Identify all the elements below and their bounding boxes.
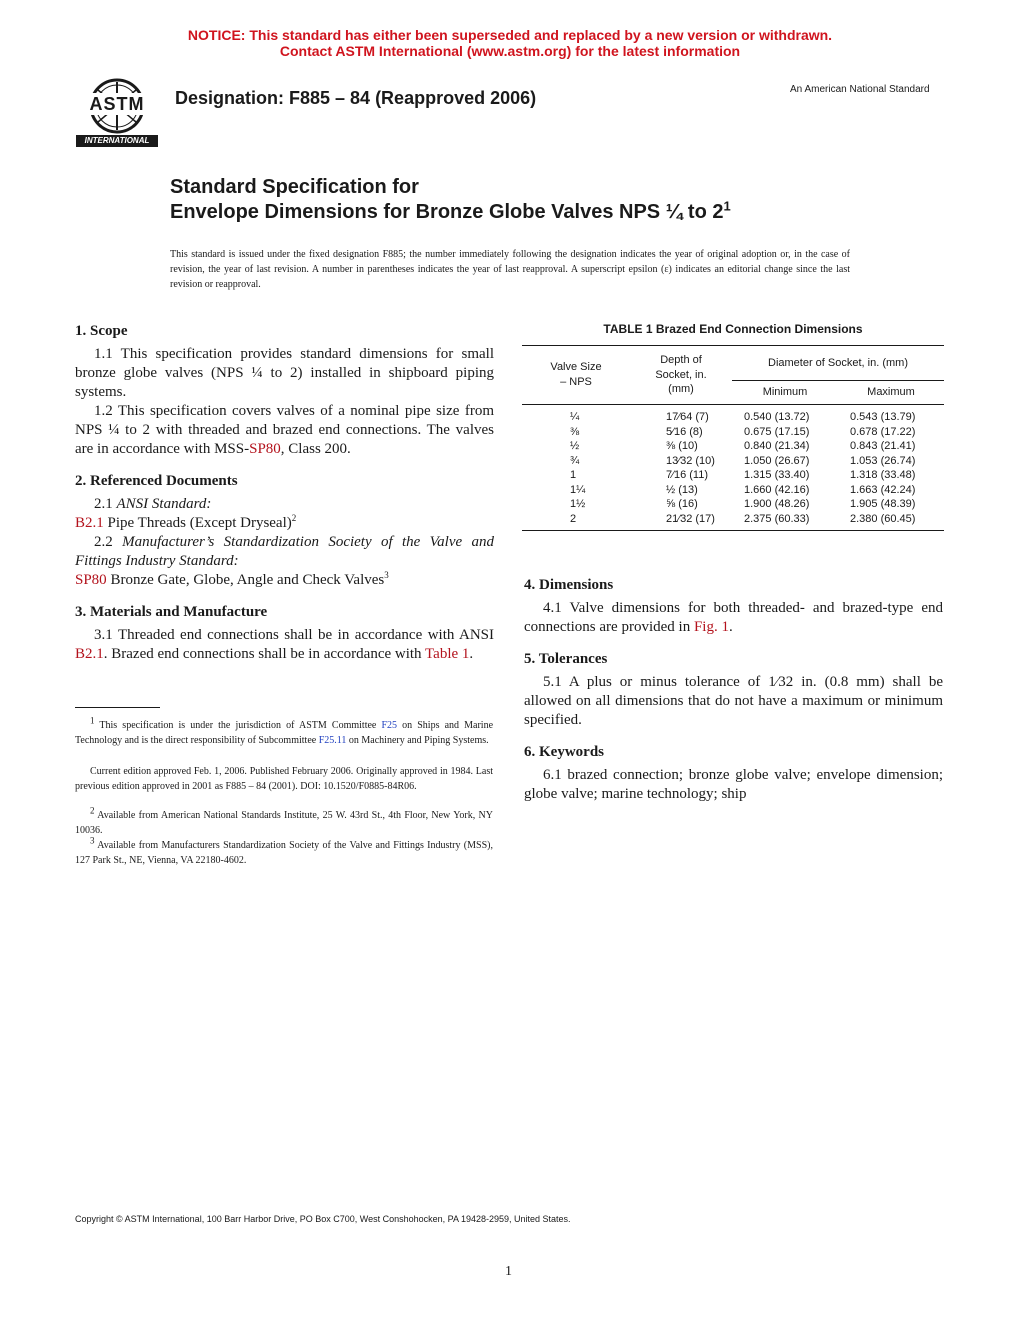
table-row [522, 454, 944, 469]
footnote-3-text: Available from Manufacturers Standardization Society of the Valve and Fittings Industry (MSS), 127 Park St., NE, Vienna, VA 22180-4602. [75, 840, 493, 866]
footnote-2-mark: 2 [90, 805, 95, 816]
keywords-p1: 6.1 brazed connection; bronze globe valve; envelope dimension; globe valve; marine technology; ship [524, 767, 943, 802]
cell-max: 2.380 (60.45) [850, 512, 916, 525]
footnote-1 [75, 715, 494, 748]
cell-size: 1¼ [570, 483, 586, 496]
footnote-2-text: Available from American National Standards Institute, 25 W. 43rd St., 4th Floor, New York, NY 10036. [75, 810, 493, 836]
b21-link[interactable]: B2.1 [75, 646, 104, 662]
footnote-1-tail: on Machinery and Piping Systems. [346, 735, 489, 746]
table-row [522, 468, 944, 483]
scope-p2-tail: , Class 200. [280, 441, 351, 457]
refdocs-p1 [75, 495, 494, 514]
table1-link[interactable]: Table 1 [425, 646, 470, 662]
copyright: Copyright © ASTM International, 100 Barr Harbor Drive, PO Box C700, West Conshohocken, PA 19428-2959, United States. [75, 1214, 571, 1224]
header-depth-line-3: (mm) [668, 383, 694, 395]
materials-p1-mid: . Brazed end connections shall be in accordance with [103, 646, 426, 662]
sp80-link[interactable]: SP80 [249, 441, 281, 457]
b21-footnote-mark: 2 [291, 513, 297, 523]
notice-line-2: Contact ASTM International (www.astm.org) for the latest information [279, 43, 741, 59]
refdocs-b21 [75, 514, 494, 533]
cell-depth: ½ (13) [666, 483, 698, 496]
table1-grid [522, 346, 944, 530]
cell-min: 1.900 (48.26) [744, 498, 810, 510]
cell-max: 1.663 (42.24) [850, 483, 916, 496]
cell-min: 0.840 (21.34) [744, 440, 810, 452]
tolerances-heading: 5. Tolerances [524, 651, 608, 667]
header-diameter-group: Diameter of Socket, in. (mm) [732, 346, 944, 380]
table-row [522, 497, 944, 512]
table-row [522, 425, 944, 440]
cell-max: 0.678 (17.22) [850, 425, 916, 438]
header-valve-size-line-1: Valve Size [550, 361, 602, 374]
footnote-1-mark: 1 [90, 715, 95, 726]
f25-11-link[interactable]: F25.11 [318, 735, 347, 746]
cell-depth: 17⁄64 (7) [666, 411, 709, 423]
refdocs-p2 [75, 533, 494, 571]
header-depth-line-1: Depth of [660, 354, 702, 366]
cell-size: 1 [570, 469, 577, 481]
table-row [522, 439, 944, 454]
left-column [75, 323, 494, 664]
cell-max: 1.318 (33.48) [850, 469, 916, 481]
materials-p1-tail: . [469, 646, 474, 662]
materials-p1 [75, 626, 494, 664]
astm-logo [72, 76, 162, 150]
cell-min: 1.050 (26.67) [744, 454, 810, 467]
refdocs-heading: 2. Referenced Documents [75, 473, 238, 489]
table1-title: TABLE 1 Brazed End Connection Dimensions [603, 322, 863, 336]
cell-size: ¾ [570, 454, 580, 467]
cell-depth: 5⁄16 (8) [666, 425, 703, 438]
cell-max: 1.053 (26.74) [850, 454, 916, 467]
title-line-2 [170, 199, 731, 225]
footnote-1-edition: Current edition approved Feb. 1, 2006. Published February 2006. Originally approved in 1984. Last previous edition approved in 2001 as F885 – 84 (2001). DOI: 10.1520/F0885-84R06. [75, 766, 493, 792]
title-footnote-mark: 1 [723, 198, 731, 214]
cell-size: ⅜ [570, 425, 580, 438]
footnote-3-mark: 3 [90, 835, 95, 846]
footnote-1-mid: on Ships and Marine Technology and is the direct responsibility of Subcommittee [75, 720, 494, 746]
keywords-heading: 6. Keywords [524, 744, 604, 760]
scope-heading: 1. Scope [75, 323, 128, 339]
refdocs-p1-italic: ANSI Standard: [116, 496, 212, 512]
national-standard-label: An American National Standard [790, 84, 930, 95]
header-depth-line-2: Socket, in. [655, 368, 707, 381]
f25-link[interactable]: F25 [381, 720, 398, 731]
header-depth [630, 346, 732, 404]
dimensions-p1-tail: . [728, 619, 733, 635]
table-row [522, 483, 944, 498]
dimensions-p1 [524, 599, 943, 637]
b21-ref-link[interactable]: B2.1 [75, 515, 104, 531]
header-valve-size-line-2: – NPS [560, 375, 592, 388]
sp80-footnote-mark: 3 [384, 570, 389, 580]
footnote-divider [75, 707, 160, 708]
footnote-2 [75, 805, 493, 838]
tolerances-p1: 5.1 A plus or minus tolerance of 1⁄32 in. (0.8 mm) shall be allowed on all dimensions that do not have a maximum or minimum specified. [524, 674, 943, 728]
dimensions-heading: 4. Dimensions [524, 577, 614, 593]
cell-size: ¼ [570, 411, 580, 423]
cell-depth: ⅜ (10) [666, 440, 698, 452]
cell-depth: 13⁄32 (10) [666, 454, 715, 467]
table1 [522, 345, 944, 531]
header-maximum: Maximum [838, 380, 944, 404]
header-valve-size [522, 346, 630, 404]
cell-min: 0.675 (17.15) [744, 425, 810, 438]
cell-min: 1.315 (33.40) [744, 469, 810, 481]
fig1-link[interactable]: Fig. 1 [693, 619, 729, 635]
footnote-3 [75, 835, 493, 868]
cell-depth: ⅝ (16) [666, 498, 698, 510]
logo-letters: ASTM [86, 93, 148, 115]
refdocs-p2-italic: Manufacturer’s Standardization Society of the Valve and Fittings Industry Standard: [75, 534, 495, 569]
page-number: 1 [505, 1264, 512, 1279]
cell-size: 2 [570, 512, 577, 525]
materials-heading: 3. Materials and Manufacture [75, 604, 268, 620]
designation: Designation: F885 – 84 (Reapproved 2006) [175, 88, 537, 108]
footnote-1-text: This specification is under the jurisdiction of ASTM Committee [94, 720, 382, 731]
cell-min: 1.660 (42.16) [744, 483, 810, 496]
cell-size: 1½ [570, 498, 586, 510]
notice-line-1: NOTICE: This standard has either been superseded and replaced by a new version or withdrawn. [187, 27, 833, 43]
right-column [524, 577, 943, 804]
cell-size: ½ [570, 440, 580, 452]
scope-p2 [75, 402, 494, 459]
refdocs-p1-num: 2.1 [94, 496, 117, 512]
cell-depth: 21⁄32 (17) [666, 512, 715, 525]
refdocs-p2-num: 2.2 [94, 534, 123, 550]
table-row [522, 512, 944, 527]
cell-max: 0.843 (21.41) [850, 440, 916, 452]
cell-min: 2.375 (60.33) [744, 512, 810, 525]
title-line-1: Standard Specification for [170, 176, 419, 198]
logo-subtitle: INTERNATIONAL [84, 136, 150, 145]
intro-paragraph: This standard is issued under the fixed designation F885; the number immediately following the designation indicates the year of original adoption or, in the case of revision, the year of last revision. A number in parentheses indicates the year of last reapproval. A superscript epsilon (ε) indicates an editorial change since the last revision or reapproval. [170, 249, 850, 290]
header-minimum: Minimum [732, 380, 838, 404]
cell-max: 0.543 (13.79) [850, 411, 916, 423]
cell-min: 0.540 (13.72) [744, 411, 810, 423]
table1-body [522, 410, 944, 530]
materials-p1-text: 3.1 Threaded end connections shall be in accordance with ANSI [94, 627, 494, 643]
title-text: Envelope Dimensions for Bronze Globe Valves NPS ¼ to 2 [170, 201, 724, 223]
refdocs-sp80 [75, 571, 494, 590]
b21-ref-text: Pipe Threads (Except Dryseal) [103, 515, 292, 531]
scope-p1: 1.1 This specification provides standard dimensions for small bronze globe valves (NPS ¼ to 2) installed in shipboard piping systems. [75, 346, 494, 400]
dimensions-p1-text: 4.1 Valve dimensions for both threaded- and brazed-type end connections are provided in [524, 600, 943, 635]
table-row [522, 410, 944, 425]
cell-max: 1.905 (48.39) [850, 498, 916, 510]
scope-p2-text: 1.2 This specification covers valves of a nominal pipe size from NPS ¼ to 2 with threaded and brazed end connections. The valves are in accordance with MSS- [75, 403, 494, 457]
sp80-ref-text: Bronze Gate, Globe, Angle and Check Valves [106, 572, 385, 588]
cell-depth: 7⁄16 (11) [666, 469, 708, 481]
sp80-ref-link[interactable]: SP80 [75, 572, 107, 588]
